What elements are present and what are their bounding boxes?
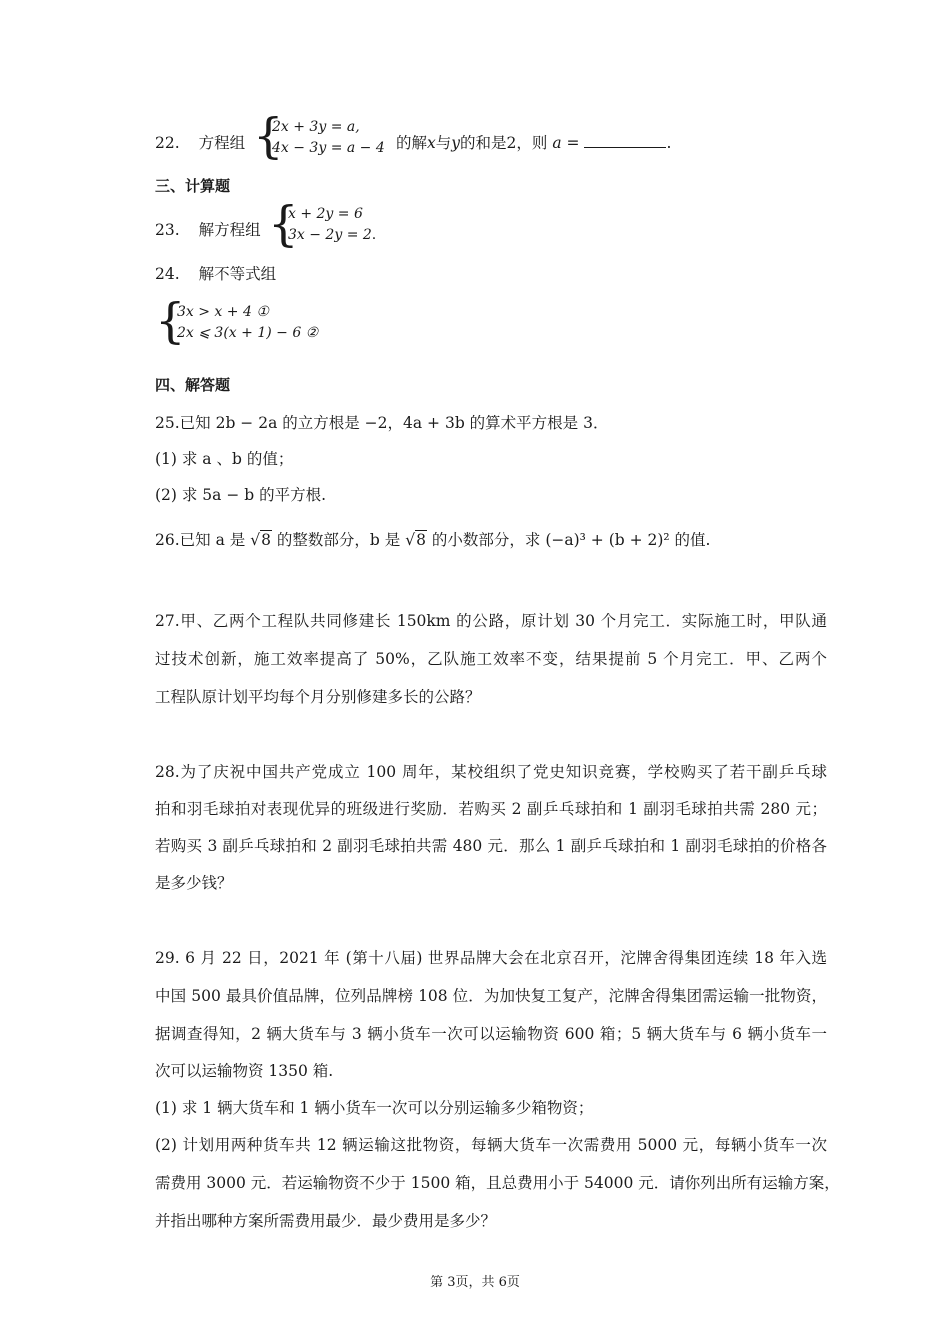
question-28-line2: 拍和羽毛球拍对表现优异的班级进行奖励．若购买 2 副乒乓球拍和 1 副羽毛球拍共需 280 元；: [155, 800, 827, 818]
question-29-line4: 次可以运输物资 1350 箱.: [155, 1062, 334, 1080]
question-23: [155, 218, 261, 240]
question-22-number: 22.: [155, 134, 180, 152]
q22-eq2: 4x − 3y = a − 4: [272, 140, 385, 156]
question-24-text: 解不等式组: [198, 265, 277, 283]
question-29-line1: 29. 6 月 22 日，2021 年 (第十八届) 世界品牌大会在北京召开，沱牌舍得集团连续 18 年入选: [155, 949, 827, 967]
question-29-part1: (1) 求 1 辆大货车和 1 辆小货车一次可以分别运输多少箱物资；: [155, 1099, 594, 1117]
q26-sqrt2: 8: [416, 531, 426, 549]
question-23-number: 23.: [155, 221, 180, 239]
q24-brace: {: [155, 293, 186, 349]
q22-end: .: [666, 134, 672, 152]
page-footer: 第 3页，共 6页: [430, 1275, 520, 1290]
question-28-line1: 28.为了庆祝中国共产党成立 100 周年，某校组织了党史知识竞赛，学校购买了若干副乒乓球: [155, 763, 827, 781]
q22-brace: {: [253, 108, 284, 164]
question-27-line2: 过技术创新，施工效率提高了 50%，乙队施工效率不变，结果提前 5 个月完工．甲、乙两个: [155, 650, 827, 668]
q22-system: [272, 117, 385, 159]
question-29-line2: 中国 500 最具价值品牌，位列品牌榜 108 位．为加快复工复产，沱牌舍得集团需运输一批物资，: [155, 987, 827, 1005]
question-25-line1: 25.已知 2b − 2a 的立方根是 −2，4a + 3b 的算术平方根是 3．: [155, 414, 609, 432]
q26-post: 的小数部分，求 (−a)³ + (b + 2)² 的值.: [431, 531, 711, 549]
question-29-part2b: 需费用 3000 元．若运输物资不少于 1500 箱，且总费用小于 54000 元．请你列出所有运输方案，: [155, 1174, 840, 1192]
question-24-number: 24.: [155, 265, 180, 283]
question-22: [155, 131, 245, 153]
question-27-line1: 27.甲、乙两个工程队共同修建长 150km 的公路，原计划 30 个月完工．实际施工时，甲队通: [155, 612, 827, 630]
question-27-line3: 工程队原计划平均每个月分别修建多长的公路？: [155, 688, 481, 706]
question-29-part2c: 并指出哪种方案所需费用最少．最少费用是多少？: [155, 1212, 497, 1230]
q22-eq1: 2x + 3y = a,: [272, 119, 360, 135]
q22-suffix-pre: 的解: [396, 134, 428, 152]
question-28-line4: 是多少钱？: [155, 874, 233, 892]
q23-eq2: 3x − 2y = 2: [288, 227, 372, 243]
q26-mid: 的整数部分，b 是: [276, 531, 401, 549]
q26-pre: 26.已知 a 是: [155, 531, 246, 549]
section-3-header: 三、计算题: [155, 177, 231, 195]
question-23-prefix: 解方程组: [198, 221, 261, 239]
q26-sqrt1: 8: [261, 531, 271, 549]
q23-brace: {: [268, 196, 299, 252]
q23-eq1: x + 2y = 6: [288, 206, 363, 222]
question-29-part2a: (2) 计划用两种货车共 12 辆运输这批物资，每辆大货车一次需费用 5000 元，每辆小货车一次: [155, 1136, 827, 1154]
section-4-header: 四、解答题: [155, 376, 231, 394]
question-24: [155, 262, 276, 284]
q23-end: .: [371, 227, 377, 243]
q22-answer-blank[interactable]: [584, 133, 666, 148]
q24-eq2: 2x ⩽ 3(x + 1) − 6 ②: [177, 325, 319, 341]
q22-suffix: 的和是2，则: [460, 134, 548, 152]
q23-system: [288, 204, 376, 246]
q22-var-x: x: [427, 134, 436, 152]
question-29-line3: 据调查得知，2 辆大货车与 3 辆小货车一次可以运输物资 600 箱；5 辆大货车与 6 辆小货车一: [155, 1025, 827, 1043]
q24-eq1: 3x > x + 4 ①: [177, 304, 269, 320]
question-28-line3: 若购买 3 副乒乓球拍和 2 副羽毛球拍共需 480 元．那么 1 副乒乓球拍和 1 副羽毛球拍的价格各: [155, 837, 827, 855]
question-22-tail: [396, 131, 671, 153]
question-26: 26.已知 a 是 √8 的整数部分，b 是 √8 的小数部分，求 (−a)³ + (b + 2)² 的值.: [155, 531, 711, 549]
q22-and: 与: [435, 134, 452, 152]
q22-var-y: y: [451, 134, 461, 152]
question-25-part2: (2) 求 5a − b 的平方根.: [155, 486, 327, 504]
question-22-prefix: 方程组: [198, 134, 246, 152]
q22-a-eq: a =: [552, 134, 580, 152]
q24-system: [177, 302, 318, 344]
question-25-part1: (1) 求 a 、b 的值；: [155, 450, 294, 468]
